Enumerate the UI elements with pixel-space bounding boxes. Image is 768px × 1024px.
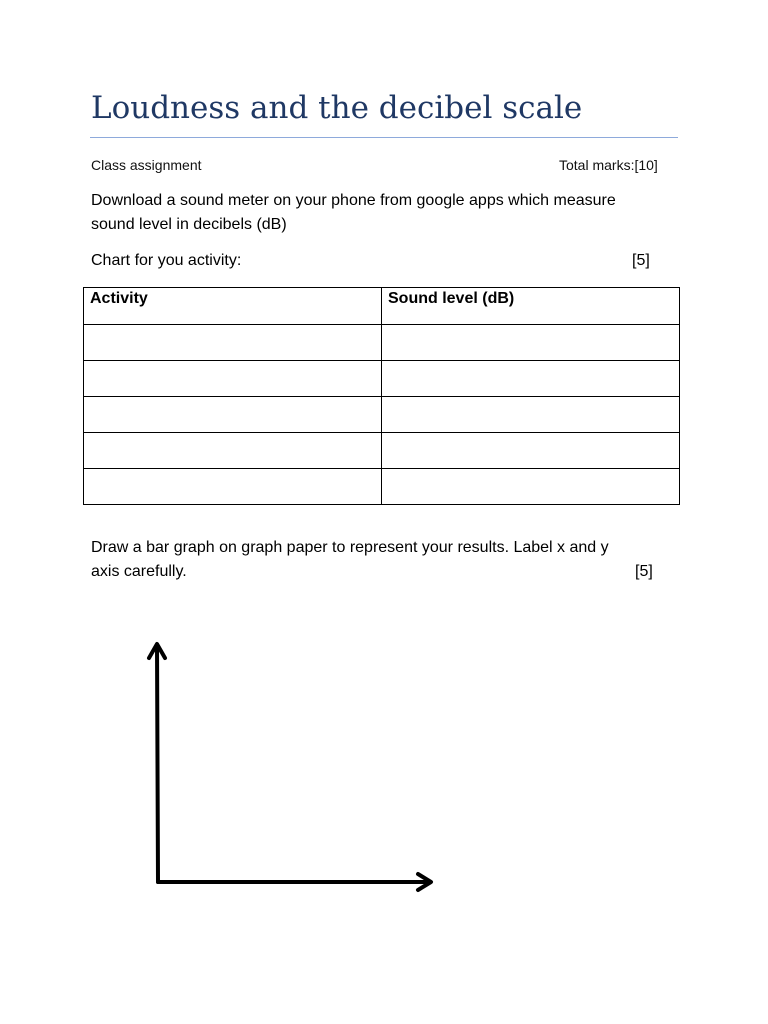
table-row	[84, 397, 680, 433]
y-axis-line	[157, 646, 158, 882]
page-title: Loudness and the decibel scale	[91, 90, 583, 126]
header-sound-level: Sound level (dB)	[382, 288, 680, 325]
table-cell-activity[interactable]	[84, 469, 382, 505]
table-cell-sound-level[interactable]	[382, 325, 680, 361]
table-cell-activity[interactable]	[84, 325, 382, 361]
table-cell-sound-level[interactable]	[382, 361, 680, 397]
header-activity: Activity	[84, 288, 382, 325]
instruction-line-2: sound level in decibels (dB)	[91, 216, 287, 233]
table-header-row	[84, 288, 680, 325]
table-cell-activity[interactable]	[84, 397, 382, 433]
table-cell-sound-level[interactable]	[382, 433, 680, 469]
table-cell-sound-level[interactable]	[382, 469, 680, 505]
table-row	[84, 325, 680, 361]
table-row	[84, 433, 680, 469]
instruction-line-1: Download a sound meter on your phone from google apps which measure	[91, 192, 616, 209]
table-cell-activity[interactable]	[84, 433, 382, 469]
chart-prompt: Chart for you activity:	[91, 252, 242, 269]
activity-table	[83, 287, 680, 505]
instruction-paragraph	[91, 189, 691, 237]
graph-axes	[140, 630, 450, 900]
table-cell-activity[interactable]	[84, 361, 382, 397]
total-marks-label: Total marks:[10]	[559, 157, 658, 173]
chart-marks: [5]	[632, 252, 650, 269]
graph-instruction	[91, 536, 691, 584]
title-divider	[90, 137, 678, 138]
table-row	[84, 361, 680, 397]
table-cell-sound-level[interactable]	[382, 397, 680, 433]
graph-instruction-line-1: Draw a bar graph on graph paper to represent your results. Label x and y	[91, 539, 609, 556]
class-assignment-label: Class assignment	[91, 157, 202, 173]
table-row	[84, 469, 680, 505]
graph-marks: [5]	[635, 563, 653, 580]
graph-instruction-line-2: axis carefully.	[91, 563, 187, 580]
